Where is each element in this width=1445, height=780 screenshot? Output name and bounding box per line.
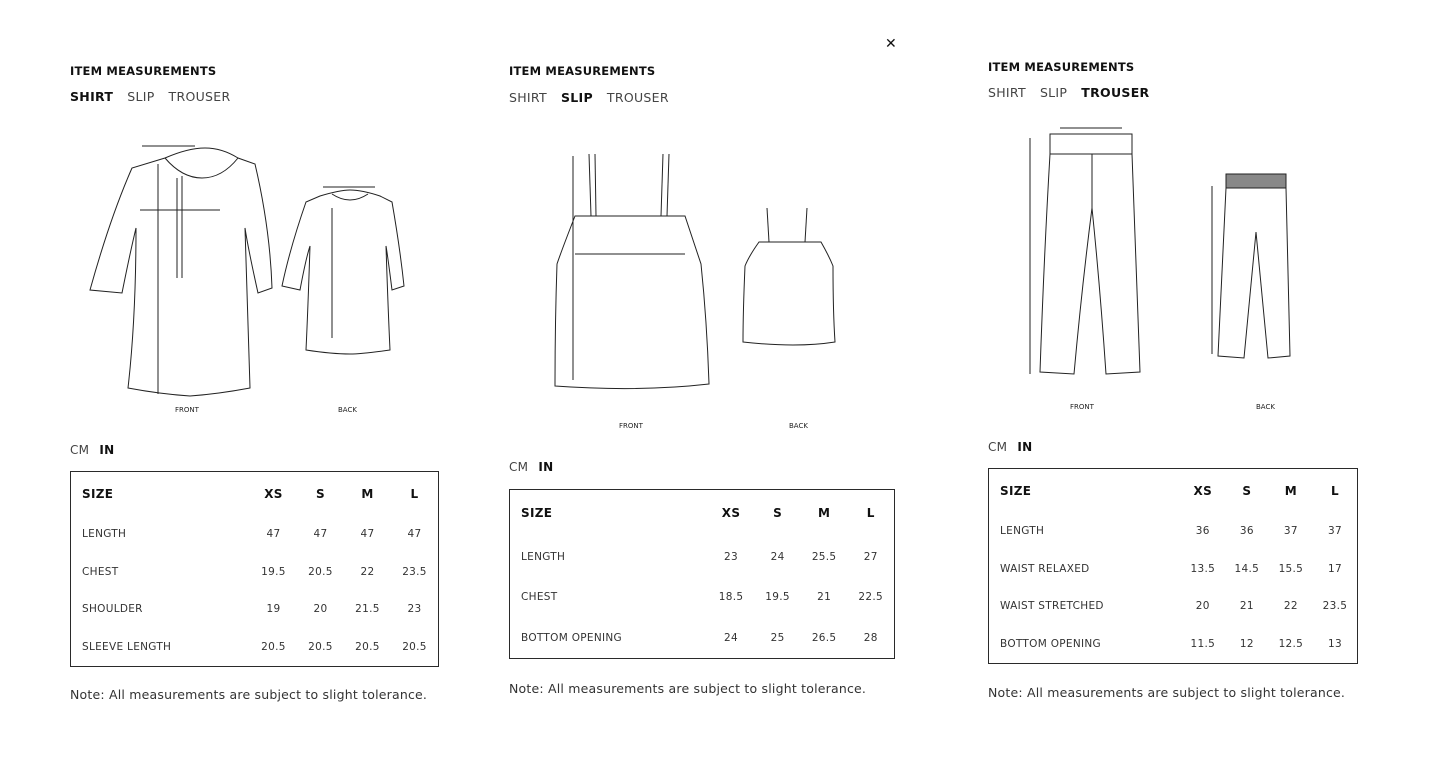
unit-in[interactable]: IN xyxy=(99,443,115,457)
slip-diagram xyxy=(509,122,879,437)
cell: 19.5 xyxy=(765,591,790,604)
cell: 23 xyxy=(407,603,422,616)
cell: 25.5 xyxy=(811,550,837,563)
table-row xyxy=(510,536,894,577)
cell: 15.5 xyxy=(1278,562,1304,575)
unit-cm[interactable]: CM xyxy=(70,443,90,457)
unit-in[interactable]: IN xyxy=(538,460,554,474)
table-row xyxy=(989,550,1357,588)
table-header-row xyxy=(510,490,894,536)
tolerance-note: Note: All measurements are subject to slight tolerance. xyxy=(70,687,428,702)
col-m: M xyxy=(818,506,831,521)
cell: 21 xyxy=(817,591,832,604)
cell: 21.5 xyxy=(355,603,380,616)
cell: 20.5 xyxy=(261,641,286,654)
col-s: S xyxy=(315,486,325,501)
cell: 23.5 xyxy=(1322,600,1348,613)
size-table-trouser xyxy=(988,468,1358,664)
tab-trouser[interactable]: TROUSER xyxy=(606,90,669,105)
table-row xyxy=(71,591,438,629)
row-label: CHEST xyxy=(521,591,558,604)
tolerance-note: Note: All measurements are subject to slight tolerance. xyxy=(509,681,867,696)
table-row xyxy=(510,617,894,658)
tab-slip[interactable]: SLIP xyxy=(1039,85,1068,100)
table-row xyxy=(989,625,1357,663)
cell: 37 xyxy=(1283,524,1298,537)
cell: 13 xyxy=(1327,638,1342,651)
panel-heading: ITEM MEASUREMENTS xyxy=(509,64,656,78)
unit-cm[interactable]: CM xyxy=(509,460,529,474)
tolerance-note: Note: All measurements are subject to slight tolerance. xyxy=(988,685,1346,700)
col-m: M xyxy=(361,486,374,501)
cell: 22.5 xyxy=(858,591,883,604)
cell: 19.5 xyxy=(261,565,286,578)
cell: 27 xyxy=(863,550,878,563)
row-label: BOTTOM OPENING xyxy=(1000,638,1101,651)
cell: 24 xyxy=(724,631,739,644)
tab-shirt[interactable]: SHIRT xyxy=(509,90,547,105)
cell: 17 xyxy=(1327,562,1342,575)
cell: 22 xyxy=(1283,600,1298,613)
unit-toggle xyxy=(988,440,1032,454)
cell: 23.5 xyxy=(402,565,427,578)
cell: 20.5 xyxy=(402,641,427,654)
table-row xyxy=(71,515,438,553)
close-icon[interactable]: ✕ xyxy=(885,36,897,52)
cell: 20.5 xyxy=(308,641,333,654)
garment-tabs xyxy=(70,89,230,104)
col-size: SIZE xyxy=(521,506,553,521)
back-label: BACK xyxy=(789,422,808,430)
table-header-row xyxy=(71,472,438,515)
tab-trouser[interactable]: TROUSER xyxy=(168,89,231,104)
cell: 12 xyxy=(1239,638,1254,651)
measurements-panel-trouser xyxy=(988,60,1368,74)
size-table-slip xyxy=(509,489,895,659)
col-s: S xyxy=(1242,483,1252,498)
front-label: FRONT xyxy=(619,422,643,430)
cell: 20.5 xyxy=(308,565,333,578)
cell: 25 xyxy=(770,631,785,644)
cell: 47 xyxy=(313,527,328,540)
cell: 26.5 xyxy=(811,631,837,644)
col-xs: XS xyxy=(264,486,283,501)
cell: 37 xyxy=(1327,524,1342,537)
cell: 28 xyxy=(863,631,878,644)
unit-toggle xyxy=(70,443,114,457)
front-label: FRONT xyxy=(1070,403,1094,411)
cell: 20.5 xyxy=(355,641,380,654)
unit-toggle xyxy=(509,460,553,474)
unit-cm[interactable]: CM xyxy=(988,440,1008,454)
cell: 22 xyxy=(360,565,375,578)
row-label: LENGTH xyxy=(82,527,127,540)
tab-trouser[interactable]: TROUSER xyxy=(1081,85,1150,100)
table-header-row xyxy=(989,469,1357,512)
cell: 20 xyxy=(1195,600,1210,613)
row-label: LENGTH xyxy=(1000,524,1045,537)
cell: 36 xyxy=(1195,524,1210,537)
cell: 47 xyxy=(360,527,375,540)
row-label: WAIST STRETCHED xyxy=(1000,600,1104,613)
tab-shirt[interactable]: SHIRT xyxy=(70,89,114,104)
table-row xyxy=(989,512,1357,550)
garment-tabs xyxy=(509,90,669,105)
col-xs: XS xyxy=(1193,483,1213,498)
tab-shirt[interactable]: SHIRT xyxy=(988,85,1026,100)
cell: 24 xyxy=(770,550,785,563)
garment-tabs xyxy=(988,85,1149,100)
cell: 20 xyxy=(313,603,328,616)
col-l: L xyxy=(866,506,875,521)
tab-slip[interactable]: SLIP xyxy=(560,90,593,105)
row-label: LENGTH xyxy=(521,550,566,563)
size-table-shirt xyxy=(70,471,439,667)
cell: 12.5 xyxy=(1278,638,1304,651)
back-label: BACK xyxy=(338,406,357,414)
trouser-diagram xyxy=(988,116,1348,416)
col-size: SIZE xyxy=(1000,483,1032,498)
row-label: SLEEVE LENGTH xyxy=(82,641,172,654)
panel-heading: ITEM MEASUREMENTS xyxy=(70,64,217,78)
cell: 11.5 xyxy=(1190,638,1216,651)
col-m: M xyxy=(1284,483,1297,498)
back-label: BACK xyxy=(1256,403,1275,411)
row-label: BOTTOM OPENING xyxy=(521,631,622,644)
cell: 19 xyxy=(266,603,281,616)
table-row xyxy=(989,588,1357,626)
col-size: SIZE xyxy=(82,486,114,501)
cell: 13.5 xyxy=(1190,562,1216,575)
unit-in[interactable]: IN xyxy=(1017,440,1033,454)
measurements-panel-shirt xyxy=(70,64,450,78)
col-xs: XS xyxy=(721,506,741,521)
row-label: CHEST xyxy=(82,565,119,578)
cell: 23 xyxy=(724,550,739,563)
col-l: L xyxy=(1330,483,1339,498)
table-row xyxy=(71,628,438,666)
cell: 21 xyxy=(1239,600,1254,613)
row-label: WAIST RELAXED xyxy=(1000,562,1090,575)
table-row xyxy=(71,553,438,591)
panel-heading: ITEM MEASUREMENTS xyxy=(988,60,1135,74)
cell: 18.5 xyxy=(718,591,744,604)
cell: 47 xyxy=(407,527,422,540)
col-s: S xyxy=(773,506,783,521)
table-row xyxy=(510,577,894,618)
measurements-panel-slip xyxy=(509,64,889,78)
col-l: L xyxy=(410,486,419,501)
cell: 47 xyxy=(266,527,281,540)
shirt-diagram xyxy=(70,118,440,423)
front-label: FRONT xyxy=(175,406,199,414)
cell: 14.5 xyxy=(1234,562,1260,575)
cell: 36 xyxy=(1239,524,1254,537)
row-label: SHOULDER xyxy=(82,603,143,616)
tab-slip[interactable]: SLIP xyxy=(127,89,155,104)
